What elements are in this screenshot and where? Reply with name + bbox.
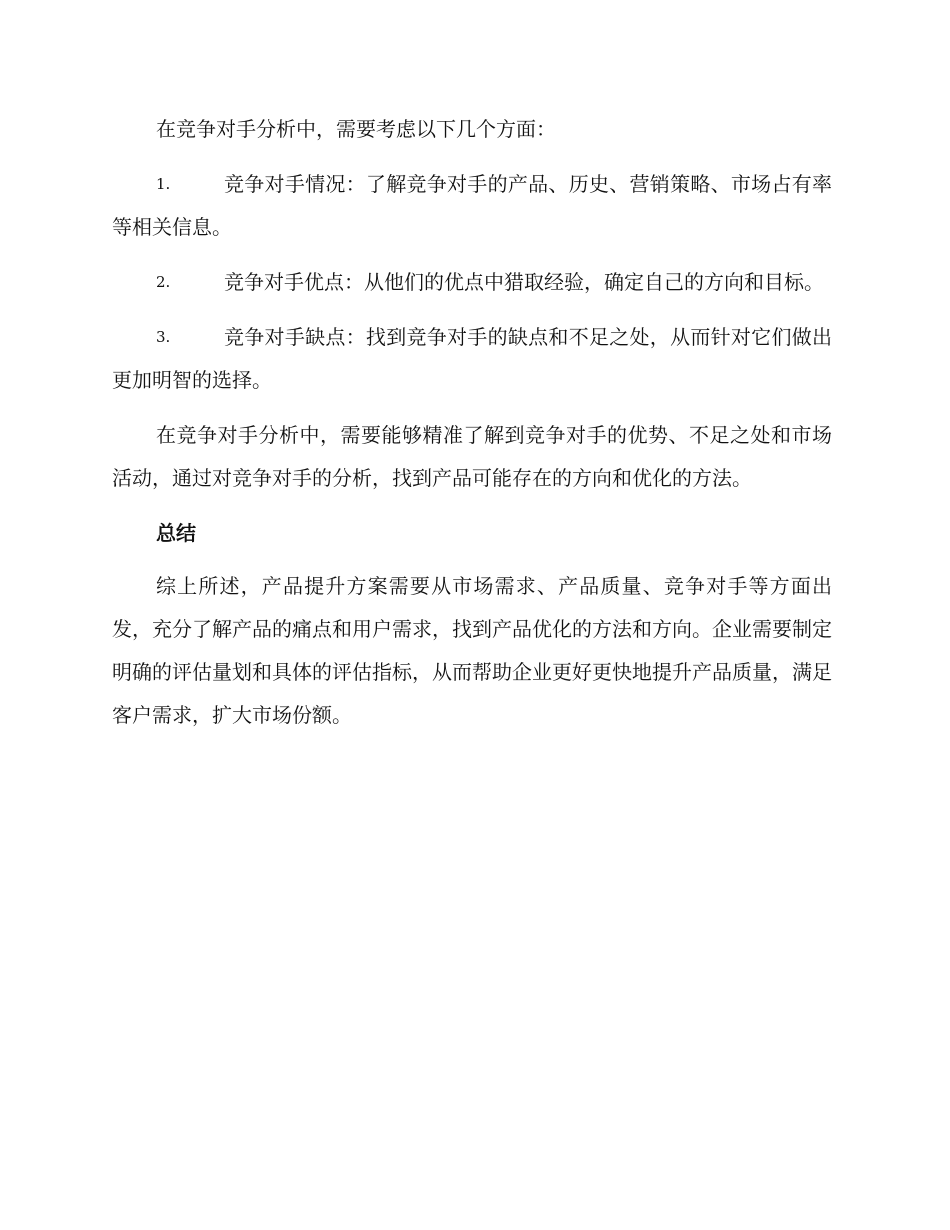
list-item-text: 竞争对手情况：了解竞争对手的产品、历史、营销策略、市场占有率等相关信息。 [112, 172, 832, 239]
list-item-text: 竞争对手缺点：找到竞争对手的缺点和不足之处，从而针对它们做出更加明智的选择。 [112, 325, 832, 392]
list-item-text: 竞争对手优点：从他们的优点中猎取经验，确定自己的方向和目标。 [224, 270, 824, 294]
list-number: 1. [156, 175, 171, 193]
section-heading: 总结 [156, 521, 196, 545]
list-item [112, 163, 832, 249]
list-item [112, 316, 832, 402]
list-item [112, 261, 832, 304]
list-number: 3. [156, 328, 171, 346]
document-page [112, 108, 832, 749]
intro-paragraph: 在竞争对手分析中，需要考虑以下几个方面： [156, 117, 556, 141]
list-number: 2. [156, 273, 171, 291]
summary-paragraph: 综上所述，产品提升方案需要从市场需求、产品质量、竞争对手等方面出发，充分了解产品的痛点和用户需求，找到产品优化的方法和方向。企业需要制定明确的评估量划和具体的评估指标，从而帮助企业更好更快地提升产品质量，满足客户需求，扩大市场份额。 [112, 574, 832, 727]
analysis-paragraph: 在竞争对手分析中，需要能够精准了解到竞争对手的优势、不足之处和市场活动，通过对竞争对手的分析，找到产品可能存在的方向和优化的方法。 [112, 423, 832, 490]
